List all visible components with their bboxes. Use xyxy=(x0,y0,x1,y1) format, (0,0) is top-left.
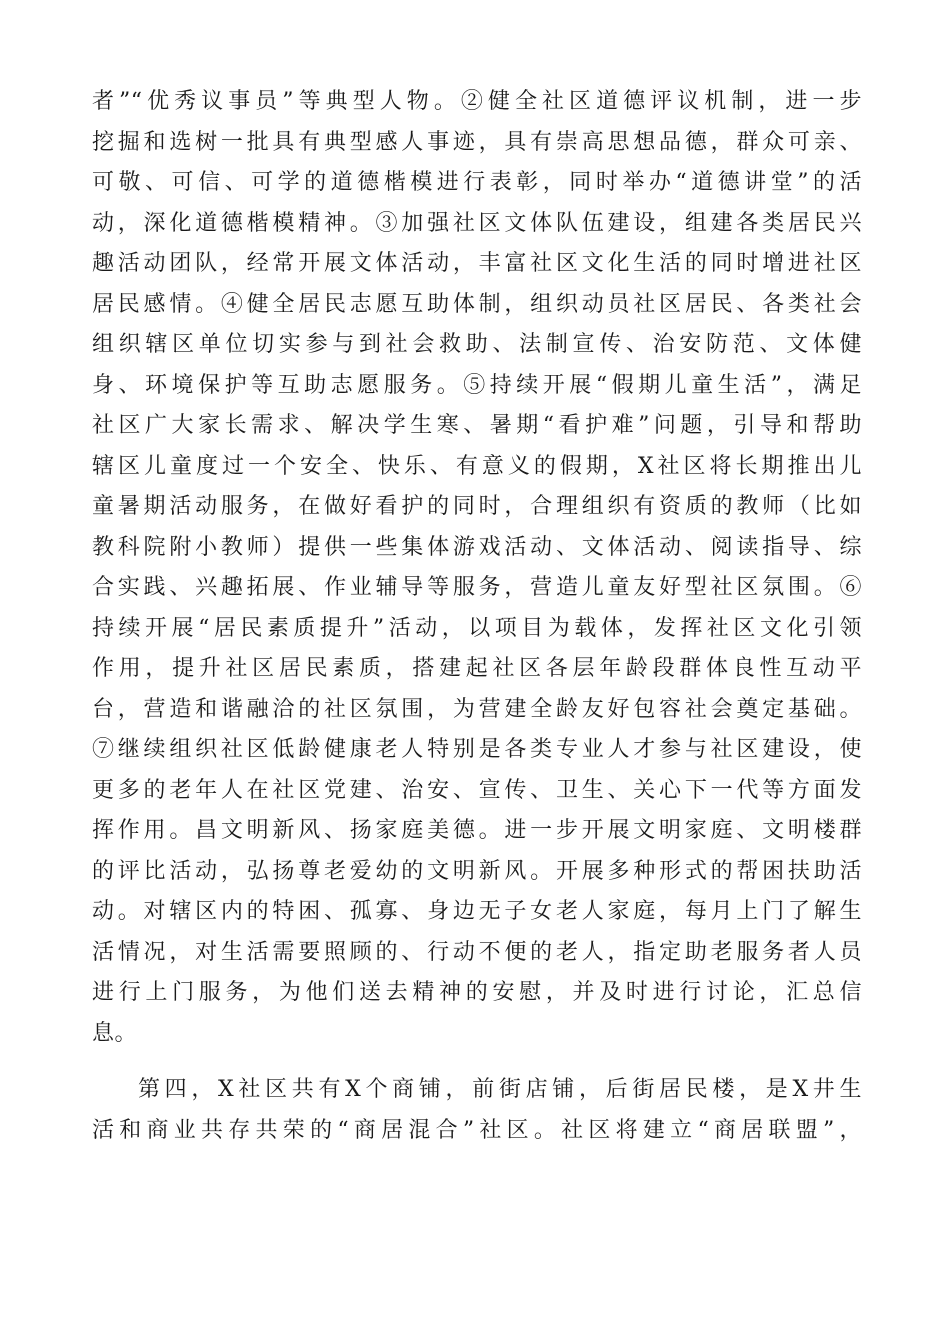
text-line: 的评比活动，弘扬尊老爱幼的文明新风。开展多种形式的帮困扶助活 xyxy=(92,858,862,884)
text-line: 组织辖区单位切实参与到社会救助、法制宣传、治安防范、文体健 xyxy=(92,332,862,357)
text-line: 息。 xyxy=(92,1020,138,1046)
text-line: 挥作用。昌文明新风、扬家庭美德。进一步开展文明家庭、文明楼群 xyxy=(92,818,862,843)
text-line: 作用，提升社区居民素质，搭建起社区各层年龄段群体良性互动平 xyxy=(92,656,862,681)
text-line: 社区广大家长需求、解决学生寒、暑期“看护难”问题，引导和帮助 xyxy=(92,413,862,438)
text-line: 教科院附小教师）提供一些集体游戏活动、文体活动、阅读指导、综 xyxy=(92,534,862,560)
text-line: 台，营造和谐融洽的社区氛围，为营建全龄友好包容社会奠定基础。 xyxy=(92,696,862,722)
paragraph xyxy=(92,1070,862,1151)
text-line: 童暑期活动服务，在做好看护的同时，合理组织有资质的教师（比如 xyxy=(92,494,862,519)
text-line: 居民感情。④健全居民志愿互助体制，组织动员社区居民、各类社会 xyxy=(92,291,862,317)
text-line: 动。对辖区内的特困、孤寡、身边无子女老人家庭，每月上门了解生 xyxy=(92,899,862,924)
text-line: 进行上门服务，为他们送去精神的安慰，并及时进行讨论，汇总信 xyxy=(92,980,862,1005)
text-line: 挖掘和选树一批具有典型感人事迹，具有崇高思想品德，群众可亲、 xyxy=(92,129,862,155)
text-line: 趣活动团队，经常开展文体活动，丰富社区文化生活的同时增进社区 xyxy=(92,251,862,276)
body-text xyxy=(92,82,862,1151)
text-line: ⑦继续组织社区低龄健康老人特别是各类专业人才参与社区建设，使 xyxy=(92,737,862,762)
paragraph-gap xyxy=(92,1054,862,1070)
text-line: 活情况，对生活需要照顾的、行动不便的老人，指定助老服务者人员 xyxy=(92,939,862,965)
text-line: 活和商业共存共荣的“商居混合”社区。社区将建立“商居联盟”， xyxy=(92,1117,862,1143)
text-line: 辖区儿童度过一个安全、快乐、有意义的假期，X社区将长期推出儿 xyxy=(92,453,862,479)
paragraph xyxy=(92,82,862,1054)
text-line: 更多的老年人在社区党建、治安、宣传、卫生、关心下一代等方面发 xyxy=(92,777,862,803)
text-line: 可敬、可信、可学的道德楷模进行表彰，同时举办“道德讲堂”的活 xyxy=(92,170,862,195)
text-line: 第四，X社区共有X个商铺，前街店铺，后街居民楼，是X井生 xyxy=(138,1077,862,1102)
text-line: 身、环境保护等互助志愿服务。⑤持续开展“假期儿童生活”，满足 xyxy=(92,372,862,398)
text-line: 动，深化道德楷模精神。③加强社区文体队伍建设，组建各类居民兴 xyxy=(92,210,862,236)
text-line: 合实践、兴趣拓展、作业辅导等服务，营造儿童友好型社区氛围。⑥ xyxy=(92,575,862,600)
text-line: 持续开展“居民素质提升”活动，以项目为载体，发挥社区文化引领 xyxy=(92,615,862,641)
text-line: 者”“优秀议事员”等典型人物。②健全社区道德评议机制，进一步 xyxy=(92,89,862,114)
